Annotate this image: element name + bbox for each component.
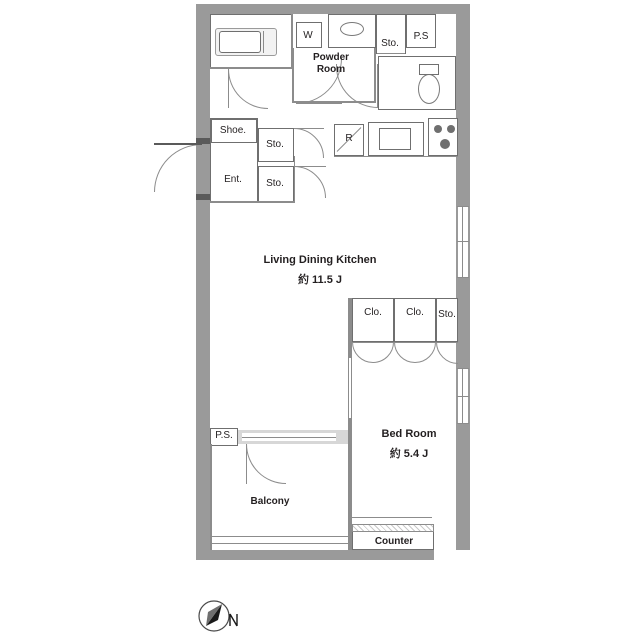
window-upper-top bbox=[457, 206, 469, 207]
label-storage-mid-upper: Sto. bbox=[266, 139, 284, 150]
label-washer: W bbox=[303, 30, 313, 41]
kitchen-counter-edge bbox=[334, 156, 458, 157]
bath-door-leaf bbox=[228, 68, 229, 108]
compass bbox=[196, 596, 248, 636]
window-upper-bottom bbox=[457, 277, 469, 278]
storage-lower-swing bbox=[294, 166, 326, 198]
powder-wall-left bbox=[292, 48, 294, 103]
bedroom-sliding-door bbox=[349, 358, 351, 418]
counter-hatch bbox=[352, 524, 434, 532]
balcony-slider-line bbox=[242, 437, 336, 438]
window-lower-top bbox=[457, 368, 469, 369]
outer-wall-top bbox=[196, 4, 470, 14]
kitchen-wall bbox=[294, 156, 295, 202]
storage-top-door bbox=[377, 53, 405, 54]
storage-upper-swing bbox=[294, 128, 324, 158]
label-storage-top: Sto. bbox=[381, 38, 399, 49]
entrance-door-leaf bbox=[154, 143, 202, 145]
entrance-door-jamb2 bbox=[196, 194, 210, 200]
vanity-sink bbox=[340, 22, 364, 36]
storage-upper-leaf bbox=[294, 128, 324, 129]
closet-1-swing-b bbox=[373, 342, 394, 363]
closet-2-swing-a bbox=[394, 342, 415, 363]
room-label-ldk: Living Dining Kitchen bbox=[263, 254, 377, 266]
label-refrigerator: R bbox=[345, 133, 353, 144]
bath-door-swing bbox=[228, 69, 268, 109]
window-upper-mid bbox=[457, 241, 469, 242]
bedroom-window-line bbox=[352, 517, 432, 518]
room-label-powder-1: Powder bbox=[312, 52, 350, 63]
label-entrance: Ent. bbox=[224, 174, 242, 185]
burner-3 bbox=[440, 139, 450, 149]
closet-1 bbox=[352, 298, 394, 342]
label-storage-mid-lower: Sto. bbox=[266, 178, 284, 189]
storage-lower-leaf bbox=[294, 166, 326, 167]
label-shoe: Shoe. bbox=[219, 125, 247, 136]
storage-right-swing bbox=[436, 342, 458, 364]
bathtub-inner bbox=[219, 31, 261, 53]
entrance-door-swing bbox=[154, 144, 202, 192]
cooktop bbox=[428, 118, 458, 156]
closet-2-swing-b bbox=[415, 342, 436, 363]
bathtub-divider bbox=[263, 31, 264, 53]
window-lower-bottom bbox=[457, 423, 469, 424]
closet-1-swing-a bbox=[352, 342, 373, 363]
kitchen-sink-basin bbox=[379, 128, 411, 150]
window-upper-line bbox=[462, 206, 463, 278]
label-counter: Counter bbox=[374, 536, 414, 547]
toilet-bowl bbox=[418, 74, 440, 104]
toilet-room bbox=[378, 56, 456, 110]
kitchen-wall-bottom bbox=[210, 201, 295, 203]
room-area-bedroom: 約 5.4 J bbox=[389, 448, 429, 460]
balcony-floor-line bbox=[210, 536, 348, 537]
window-lower-mid bbox=[457, 396, 469, 397]
label-closet-2: Clo. bbox=[406, 307, 424, 318]
room-label-balcony: Balcony bbox=[250, 496, 290, 507]
balcony-door-leaf bbox=[246, 444, 247, 484]
toilet-tank bbox=[419, 64, 439, 75]
outer-wall-left bbox=[196, 4, 210, 560]
label-ps-balcony: P.S. bbox=[215, 430, 233, 441]
burner-1 bbox=[434, 125, 442, 133]
label-ps-top: P.S bbox=[413, 31, 429, 42]
label-closet-1: Clo. bbox=[364, 307, 382, 318]
closet-door-line bbox=[352, 342, 458, 343]
outer-wall-bottom bbox=[196, 550, 434, 560]
window-upper-right bbox=[458, 206, 468, 278]
burner-2 bbox=[447, 125, 455, 133]
label-storage-right: Sto. bbox=[438, 309, 456, 320]
balcony-wall-left2 bbox=[210, 444, 212, 550]
room-area-ldk: 約 11.5 J bbox=[297, 274, 343, 286]
room-label-bedroom: Bed Room bbox=[381, 428, 437, 440]
toilet-door-leaf bbox=[377, 64, 378, 108]
closet-2 bbox=[394, 298, 436, 342]
balcony-door-swing bbox=[246, 444, 286, 484]
room-label-powder-2: Room bbox=[316, 64, 346, 75]
